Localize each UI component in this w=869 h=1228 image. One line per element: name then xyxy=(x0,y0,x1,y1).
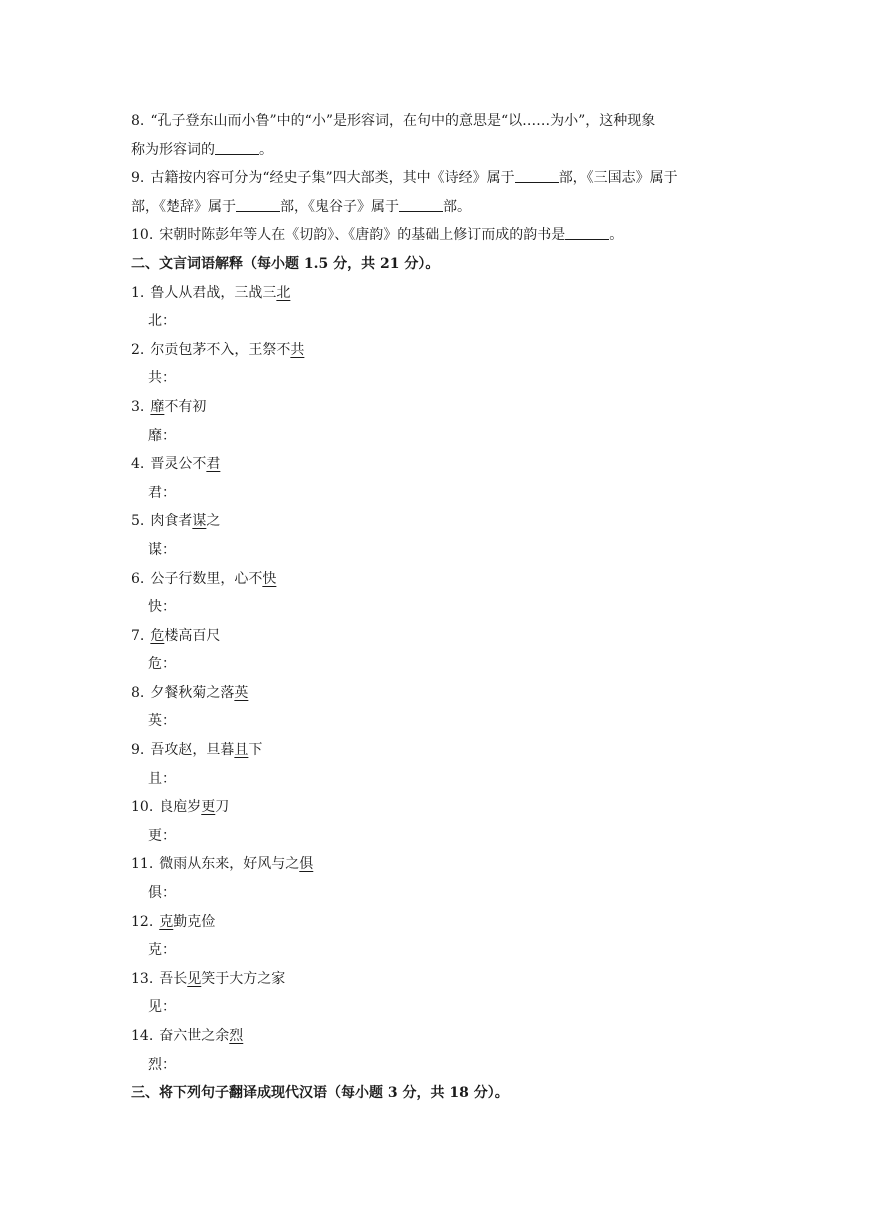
question-number: 9. xyxy=(131,170,145,187)
answer-blank[interactable] xyxy=(565,225,609,240)
answer-blank[interactable] xyxy=(399,197,443,212)
underlined-target-word: 克 xyxy=(159,913,174,930)
question-number: 12. xyxy=(131,913,154,930)
answer-line-7[interactable]: 危： xyxy=(148,656,176,673)
answer-line-1[interactable]: 北： xyxy=(148,313,176,330)
question-number: 11. xyxy=(131,856,154,873)
sentence-text-before: 微雨从东来，好风与之 xyxy=(159,856,300,873)
question-number: 14. xyxy=(131,1028,154,1044)
sentence-text-after: 笑于大方之家 xyxy=(201,970,286,987)
section-3-title: 三、将下列句子翻译成现代汉语（每小题 3 分，共 18 分）。 xyxy=(131,1085,509,1102)
answer-line-13[interactable]: 见： xyxy=(148,999,176,1016)
word-question-8 xyxy=(131,679,743,708)
question-number: 10. xyxy=(131,799,154,816)
underlined-target-word: 英 xyxy=(234,684,249,701)
underlined-target-word: 见 xyxy=(187,970,202,987)
question-number: 6. xyxy=(131,570,145,587)
word-question-11 xyxy=(131,850,743,879)
answer-line-3[interactable]: 靡： xyxy=(148,427,176,444)
underlined-target-word: 君 xyxy=(206,456,221,473)
answer-line-14[interactable]: 烈： xyxy=(148,1056,176,1073)
answer-blank[interactable] xyxy=(515,168,559,183)
question-text: 宋朝时陈彭年等人在《切韵》、《唐韵》的基础上修订而成的韵书是 xyxy=(159,227,566,244)
sentence-text-after: 勤克俭 xyxy=(173,913,216,930)
sentence-text-before: 肉食者 xyxy=(150,513,193,530)
word-question-14 xyxy=(131,1022,743,1051)
sentence-text-before: 奋六世之余 xyxy=(159,1028,230,1044)
question-number: 8. xyxy=(131,113,145,129)
answer-line-2[interactable]: 共： xyxy=(148,370,176,387)
word-question-4 xyxy=(131,450,743,479)
word-question-10 xyxy=(131,793,743,822)
sentence-text-before: 吾攻赵，旦暮 xyxy=(150,742,235,759)
question-number: 3. xyxy=(131,398,145,415)
answer-line-9[interactable]: 且： xyxy=(148,770,176,787)
answer-line-5[interactable]: 谋： xyxy=(148,541,176,558)
question-8-line-2 xyxy=(131,136,743,165)
answer-line-4[interactable]: 君： xyxy=(148,484,176,501)
question-10-line xyxy=(131,221,743,250)
word-question-13 xyxy=(131,965,743,994)
question-number: 2. xyxy=(131,341,145,358)
sentence-text-before: 良庖岁 xyxy=(159,799,202,816)
word-question-2 xyxy=(131,336,743,365)
question-text: “孔子登东山而小鲁”中的“小”是形容词，在句中的意思是“以……为小”，这种现象 xyxy=(150,113,656,129)
underlined-target-word: 快 xyxy=(262,570,277,587)
sentence-text-after: 刀 xyxy=(215,799,230,816)
answer-blank[interactable] xyxy=(215,140,259,155)
sentence-text-before: 尔贡包茅不入，王祭不 xyxy=(150,341,291,358)
question-number: 13. xyxy=(131,970,154,987)
question-text: 称为形容词的 xyxy=(131,141,215,158)
underlined-target-word: 谋 xyxy=(192,513,207,530)
section-2-list xyxy=(131,279,743,1080)
section-2-title: 二、文言词语解释（每小题 1.5 分，共 21 分）。 xyxy=(131,255,440,272)
answer-line-12[interactable]: 克： xyxy=(148,942,176,959)
underlined-target-word: 更 xyxy=(201,799,216,816)
sentence-text-before: 公子行数里，心不 xyxy=(150,570,263,587)
answer-line-11[interactable]: 俱： xyxy=(148,885,176,902)
underlined-target-word: 北 xyxy=(276,284,291,301)
question-text: 古籍按内容可分为“经史子集”四大部类，其中《诗经》属于 xyxy=(150,170,515,187)
answer-line-8[interactable]: 英： xyxy=(148,713,176,730)
underlined-target-word: 危 xyxy=(150,627,165,644)
question-number: 1. xyxy=(131,284,145,301)
underlined-target-word: 靡 xyxy=(150,398,165,415)
question-text: 部，《楚辞》属于 xyxy=(131,198,236,215)
sentence-text-before: 夕餐秋菊之落 xyxy=(150,684,235,701)
sentence-text-before: 鲁人从君战，三战三 xyxy=(150,284,277,301)
sentence-text-before: 吾长 xyxy=(159,970,188,987)
word-question-7 xyxy=(131,622,743,651)
question-number: 4. xyxy=(131,456,145,473)
answer-line-6[interactable]: 快： xyxy=(148,599,176,616)
word-question-9 xyxy=(131,736,743,765)
word-question-5 xyxy=(131,507,743,536)
underlined-target-word: 且 xyxy=(234,742,249,759)
sentence-text-after: 楼高百尺 xyxy=(164,627,221,644)
question-number: 7. xyxy=(131,627,145,644)
word-question-3 xyxy=(131,393,743,422)
underlined-target-word: 俱 xyxy=(299,856,314,873)
question-text: 。 xyxy=(609,227,624,244)
sentence-text-after: 之 xyxy=(206,513,221,530)
word-question-1 xyxy=(131,279,743,308)
sentence-text-after: 不有初 xyxy=(164,398,207,415)
question-8-line-1 xyxy=(131,107,743,136)
answer-blank[interactable] xyxy=(236,197,280,212)
question-9-line-2 xyxy=(131,193,743,222)
question-text: 。 xyxy=(259,141,273,158)
word-question-12 xyxy=(131,908,743,937)
question-text: 部。 xyxy=(443,198,471,215)
question-number: 10. xyxy=(131,227,154,244)
question-number: 5. xyxy=(131,513,145,530)
answer-line-10[interactable]: 更： xyxy=(148,827,176,844)
question-text: 部，《鬼谷子》属于 xyxy=(280,198,399,215)
sentence-text-after: 下 xyxy=(248,742,263,759)
question-number: 9. xyxy=(131,742,145,759)
word-question-6 xyxy=(131,565,743,594)
underlined-target-word: 烈 xyxy=(229,1028,244,1044)
question-9-line-1 xyxy=(131,164,743,193)
underlined-target-word: 共 xyxy=(290,341,305,358)
question-text: 部，《三国志》属于 xyxy=(558,170,678,187)
sentence-text-before: 晋灵公不 xyxy=(150,456,207,473)
question-number: 8. xyxy=(131,684,145,701)
page-content xyxy=(131,107,743,1108)
